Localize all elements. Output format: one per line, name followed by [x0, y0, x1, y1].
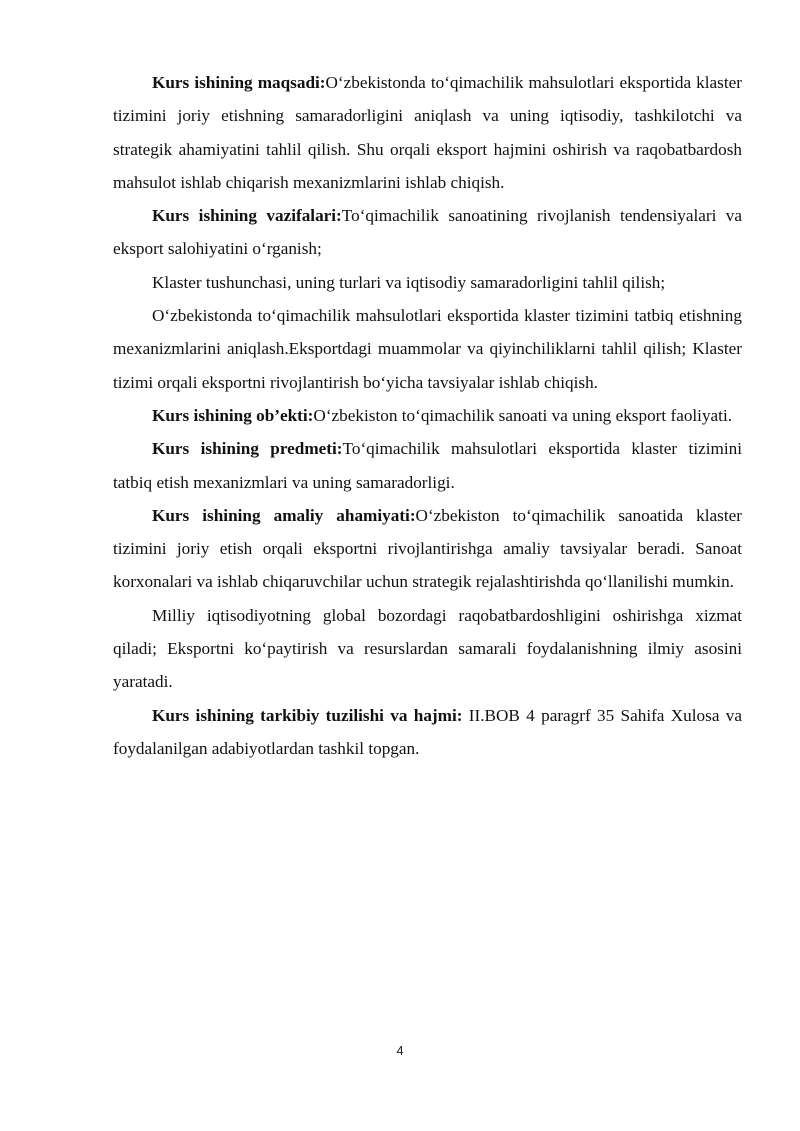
paragraph-task-3: [113, 299, 742, 399]
paragraph-text: II.BOB 4 paragrf 35 Sahifa Xulosa va foydalanilgan adabiyotlardan tashkil topgan.: [113, 705, 742, 758]
paragraph-label: Kurs ishining maqsadi:: [152, 73, 326, 92]
paragraph-practical-significance: [113, 499, 742, 599]
paragraph-object: [113, 399, 742, 432]
paragraph-label: Kurs ishining amaliy ahamiyati:: [152, 505, 416, 525]
paragraph-text: To‘qimachilik mahsulotlari eksportida klaster tizimini tatbiq etish mexanizmlari va uning samaradorligi.: [113, 439, 743, 492]
paragraph-text: O‘zbekistonda to‘qimachilik mahsulotlari eksportida klaster tizimini tatbiq etishning mexanizmlarini aniqlash.Eksportdagi muammolar va qiyinchiliklarni tahlil qilish; Klaster tizimi orqali eksportni rivojlantirish bo‘yicha tavsiyalar ishlab chiqish.: [113, 306, 742, 392]
paragraph-tasks: [113, 199, 742, 266]
paragraph-text: O‘zbekiston to‘qimachilik sanoatida klaster tizimini joriy etish orqali eksportni rivojlantirishga amaliy tavsiyalar beradi. Sanoat korxonalari va ishlab chiqaruvchilar uchun strategik rejalashtirishda qo‘llanilishi mumkin.: [113, 505, 742, 592]
paragraph-subject: [113, 432, 742, 499]
paragraph-task-2: [113, 266, 742, 299]
page-number: 4: [396, 1043, 404, 1058]
paragraph-structure: [113, 699, 742, 766]
document-body: [113, 66, 742, 765]
paragraph-label: Kurs ishining tarkibiy tuzilishi va hajmi:: [152, 705, 463, 725]
paragraph-text: O‘zbekistonda to‘qimachilik mahsulotlari eksportida klaster tizimini joriy etishning samaradorligini aniqlash va uning iqtisodiy, tashkilotchi va strategik ahamiyatini tahlil qilish. Shu orqali eksport hajmini oshirish va raqobatbardosh mahsulot ishlab chiqarish mexanizmlarini ishlab chiqish.: [113, 73, 742, 192]
paragraph-national-economy: [113, 599, 742, 699]
paragraph-text: Klaster tushunchasi, uning turlari va iqtisodiy samaradorligini tahlil qilish;: [152, 272, 666, 292]
paragraph-text: Milliy iqtisodiyotning global bozordagi raqobatbardoshligini oshirishga xizmat qiladi; Eksportni ko‘paytirish va resurslardan samarali foydalanishning ilmiy asosini yaratadi.: [113, 605, 742, 692]
paragraph-goal: [113, 66, 742, 199]
paragraph-label: Kurs ishining predmeti:: [152, 439, 343, 459]
paragraph-label: Kurs ishining ob’ekti:: [152, 405, 314, 425]
paragraph-text: To‘qimachilik sanoatining rivojlanish tendensiyalari va eksport salohiyatini o‘rganish;: [113, 206, 743, 259]
paragraph-label: Kurs ishining vazifalari:: [152, 206, 342, 226]
paragraph-text: O‘zbekiston to‘qimachilik sanoati va uning eksport faoliyati.: [313, 405, 733, 425]
